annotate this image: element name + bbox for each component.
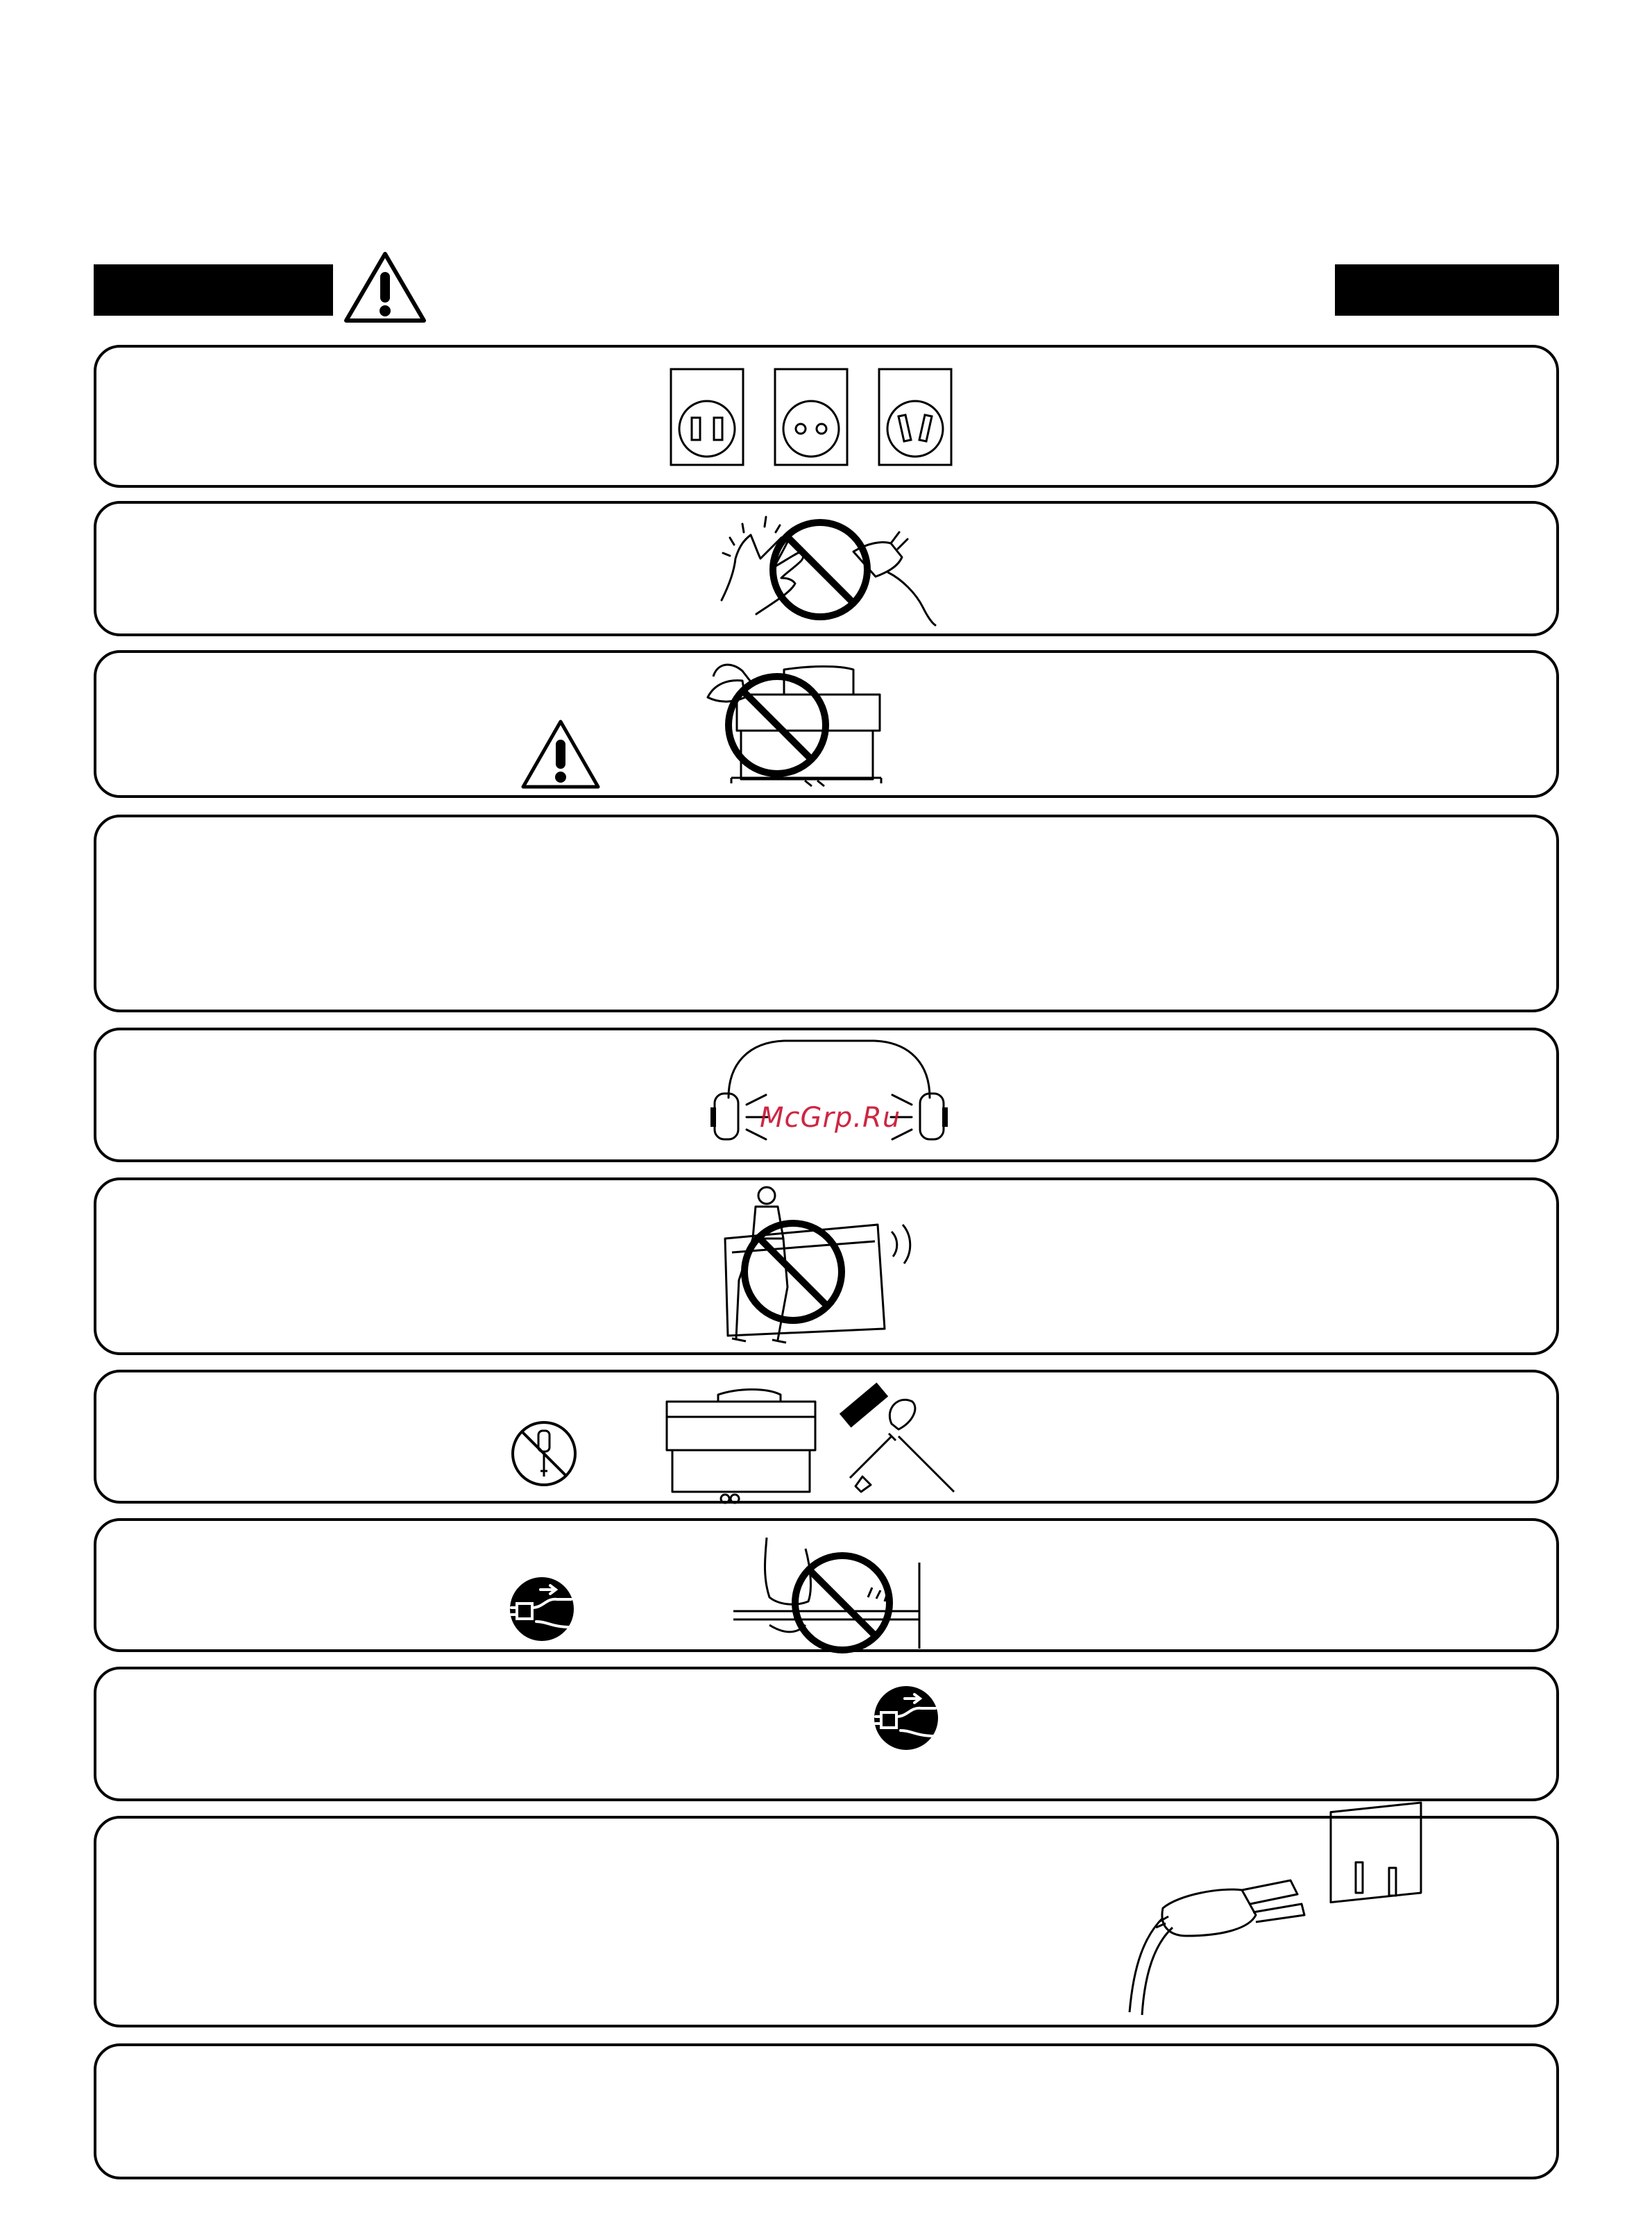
watermark-text: McGrp.Ru [760,1102,901,1134]
panel-bottom-text [94,2043,1559,2179]
plug-and-outlet-icon [1117,1832,1429,2019]
pull-cord-prohibited-icon [732,1535,926,1651]
header-bar-right [1335,264,1559,316]
headphones-icon [708,1035,951,1152]
header-bar-left [94,264,333,316]
panel-text-block [94,815,1559,1012]
liquid-on-piano-prohibited-icon [701,656,888,794]
wet-hand-plug-prohibited-icon [715,503,951,628]
carrying-piano-prohibited-icon [711,1183,926,1350]
wall-outlet-icons [670,368,954,466]
piano-tools-icon [663,1374,961,1499]
panel-unplug-when-unused [94,1667,1559,1801]
unplug-icon-2 [873,1685,939,1751]
do-not-disassemble-icon [510,1420,578,1488]
unplug-icon [509,1576,575,1642]
warning-triangle-icon-small [520,719,601,790]
warning-triangle-icon [343,251,427,323]
